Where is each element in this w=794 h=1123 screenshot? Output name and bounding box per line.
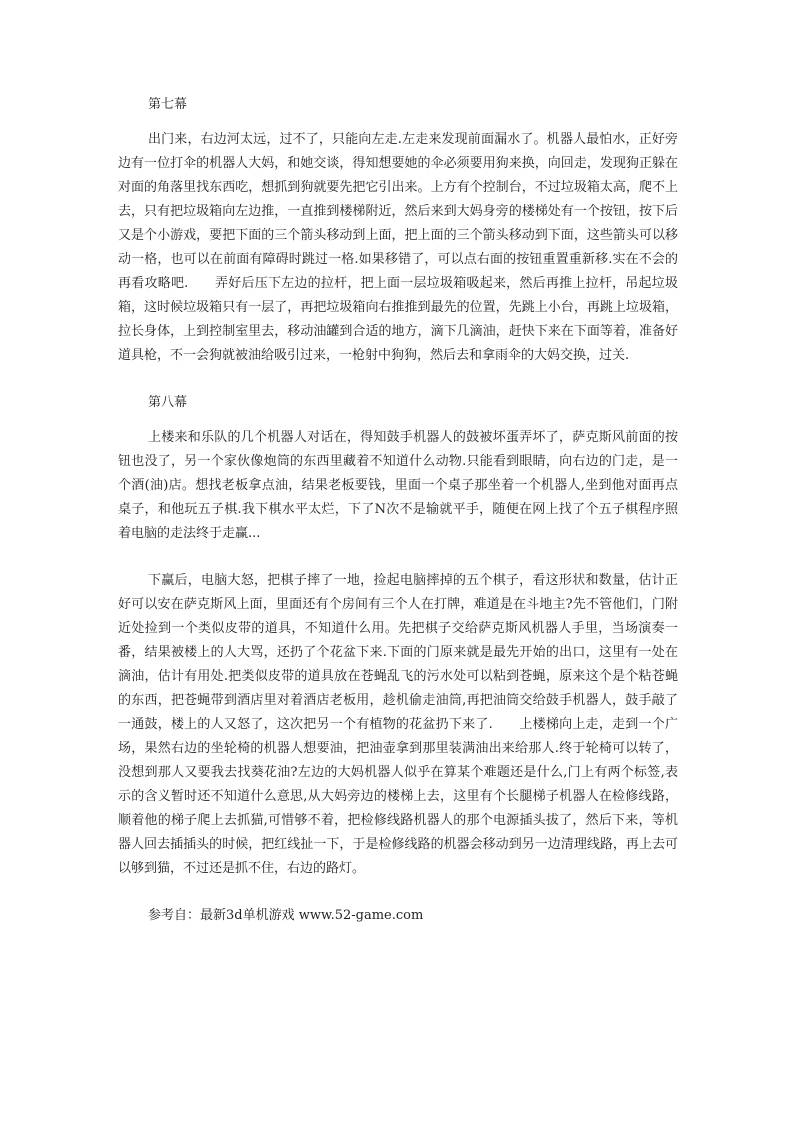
spacer — [118, 117, 678, 128]
spacer — [118, 368, 678, 391]
section-8-paragraph-2: 下赢后，电脑大怒，把棋子摔了一地，捡起电脑摔掉的五个棋子，看这形状和数量，估计正好可以安在萨克斯风上面，里面还有个房间有三个人在打牌，难道是在斗地主?先不管他们，门附近处捡到一个类似皮带的道具，不知道什么用。先把棋子交给萨克斯风机器人手里，当场演奏一番，结果被楼上的人大骂，还扔了个花盆下来.下面的门原来就是最先开始的出口，这里有一处在滴油，估计有用处.把类似皮带的道具放在苍蝇乱飞的污水处可以粘到苍蝇，原来这个是个粘苍蝇的东西，把苍蝇带到酒店里对着酒店老板用，趁机偷走油筒,再把油筒交给鼓手机器人，鼓手敲了一通鼓，楼上的人又怒了，这次把另一个有植物的花盆扔下来了. 上楼梯向上走，走到一个广场，果然右边的坐轮椅的机器人想要油，把油壶拿到那里装满油出来给那人.终于轮椅可以转了，没想到那人又要我去找葵花油?左边的大妈机器人似乎在算某个难题还是什么,门上有两个标签,表示的含义暂时还不知道什么意思,从大妈旁边的楼梯上去，这里有个长腿梯子机器人在检修线路，顺着他的梯子爬上去抓猫,可惜够不着，把检修线路机器人的那个电源插头拔了，然后下来，等机器人回去插插头的时候，把红线扯一下，于是检修线路的机器会移动到另一边清理线路，再上去可以够到猫，不过还是抓不住，右边的路灯。 — [118, 573, 678, 876]
spacer — [118, 415, 678, 426]
spacer — [118, 546, 678, 569]
section-heading-7: 第七幕 — [148, 97, 188, 112]
section-7-paragraph-1: 出门来，右边河太远，过不了，只能向左走.左走来发现前面漏水了。机器人最怕水，正好旁边有一位打伞的机器人大妈，和她交谈，得知想要她的伞必须要用狗来换，向回走，发现狗正躲在对面的角落里找东西吃，想抓到狗就要先把它引出来。上方有个控制台，不过垃圾箱太高，爬不上去，只有把垃圾箱向左边推，一直推到楼梯附近，然后来到大妈身旁的楼梯处有一个按钮，按下后又是个小游戏，要把下面的三个箭头移动到上面，把上面的三个箭头移动到下面，这些箭头可以移动一格，也可以在前面有障碍时跳过一格.如果移错了，可以点右面的按钮重置重新移.实在不会的再看攻略吧. 弄好后压下左边的拉杆，把上面一层垃圾箱吸起来，然后再推上拉杆，吊起垃圾箱，这时候垃圾箱只有一层了，再把垃圾箱向右推推到最先的位置，先跳上小台，再跳上垃圾箱，拉长身体，上到控制室里去，移动油罐到合适的地方，滴下几滴油，赶快下来在下面等着，准备好道具枪，不一会狗就被油给吸引过来，一枪射中狗狗，然后去和拿雨伞的大妈交换，过关. — [118, 132, 678, 363]
source-reference: 参考自：最新3d单机游戏 www.52-game.com — [148, 908, 424, 923]
section-heading-8: 第八幕 — [148, 395, 188, 410]
document-body — [118, 93, 678, 928]
section-8-paragraph-1: 上楼来和乐队的几个机器人对话在，得知鼓手机器人的鼓被坏蛋弄坏了，萨克斯风前面的按钮也没了，另一个家伙像炮筒的东西里藏着不知道什么动物.只能看到眼睛，向右边的门走，是一个酒(油)店。想找老板拿点油，结果老板要钱，里面一个桌子那坐着一个机器人,坐到他对面再点桌子，和他玩五子棋.我下棋水平太烂，下了N次不是输就平手，随便在网上找了个五子棋程序照着电脑的走法终于走赢... — [118, 430, 678, 541]
spacer — [118, 881, 678, 904]
